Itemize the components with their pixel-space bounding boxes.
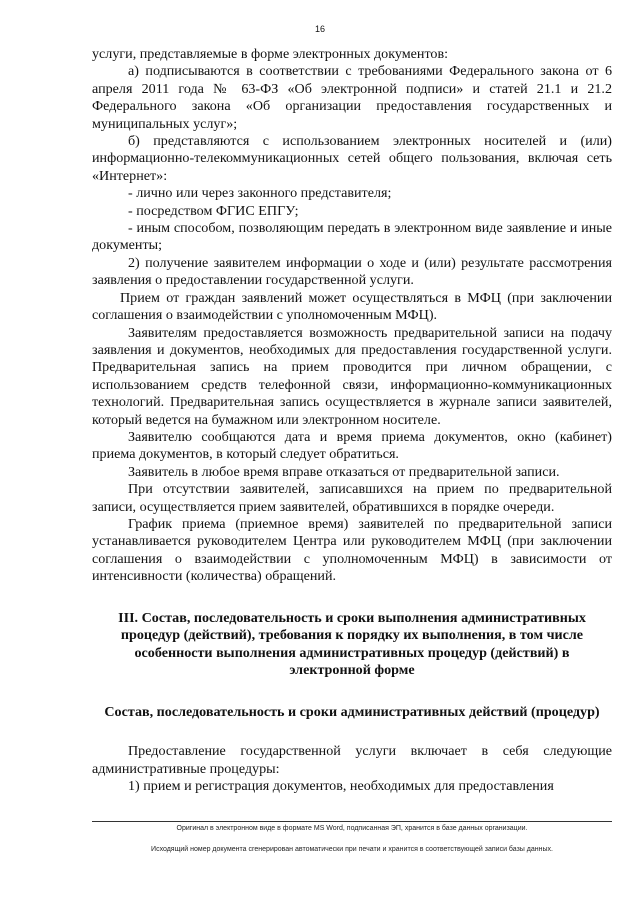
paragraph: При отсутствии заявителей, записавшихся на прием по предварительной записи, осуществляется прием заявителей, обратившихся в порядке очереди.: [92, 481, 612, 515]
spacer: [92, 721, 612, 743]
list-item: - иным способом, позволяющим передать в электронном виде заявление и иные документы;: [92, 220, 612, 254]
paragraph: График приема (приемное время) заявителей по предварительной записи устанавливается руководителем Центра или руководителем МФЦ (при заключении соглашения о взаимодействии с уполномоченным МФЦ) в зависимости от интенсивности (количества) обращений.: [92, 515, 612, 585]
paragraph: 1) прием и регистрация документов, необходимых для предоставления: [128, 777, 554, 794]
page-number: 16: [314, 24, 325, 34]
paragraph: Прием от граждан заявлений может осуществляться в МФЦ (при заключении соглашения о взаимодействии с уполномоченным МФЦ).: [92, 289, 612, 324]
paragraph: б) представляются с использованием электронных носителей и (или) информационно-телекоммуникационных сетей общего пользования, включая сеть «Интернет»:: [92, 133, 612, 184]
paragraph: Заявителю сообщаются дата и время приема документов, окно (кабинет) приема документов, в который следует обратиться.: [92, 428, 612, 463]
paragraph: Предоставление государственной услуги включает в себя следующие административные процедуры:: [92, 743, 612, 777]
paragraph: Заявителям предоставляется возможность предварительной записи на подачу заявления и документов, необходимых для предоставления государственной услуги. Предварительная запись на прием проводится при личном обращении, с использованием средств телефонной связи, информационно-коммуникационных технологий. Предварительная запись осуществляется в журнале записи заявителей, который ведется на бумажном или электронном носителе.: [92, 324, 612, 428]
paragraph: а) подписываются в соответствии с требованиями Федерального закона от 6 апреля 2011 года № 63-ФЗ «Об электронной подписи» и статей 21.1 и 21.2 Федерального закона «Об организации предоставления государственных и муниципальных услуг»;: [92, 63, 612, 132]
document-body: [92, 46, 612, 795]
subheading: Состав, последовательность и сроки административных действий (процедур): [104, 703, 600, 720]
paragraph: Заявитель в любое время вправе отказаться от предварительной записи.: [128, 463, 560, 480]
footer-divider: [92, 821, 612, 822]
list-item: - лично или через законного представителя;: [128, 185, 392, 202]
paragraph: 2) получение заявителем информации о ходе и (или) результате рассмотрения заявления о предоставлении государственной услуги.: [92, 254, 612, 289]
footer-note-number: Исходящий номер документа сгенерирован автоматически при печати и хранится в соответствующей записи базы данных.: [151, 846, 553, 853]
section-heading: III. Состав, последовательность и сроки выполнения административных процедур (действий), требования к порядку их выполнения, в том числе особенности выполнения административных процедур (действий) в электронной форме: [118, 609, 586, 679]
list-item: - посредством ФГИС ЕПГУ;: [128, 202, 299, 219]
paragraph: услуги, представляемые в форме электронных документов:: [92, 46, 449, 62]
footer-note-original: Оригинал в электронном виде в формате MS Word, подписанная ЭП, хранится в базе данных организации.: [176, 825, 528, 832]
